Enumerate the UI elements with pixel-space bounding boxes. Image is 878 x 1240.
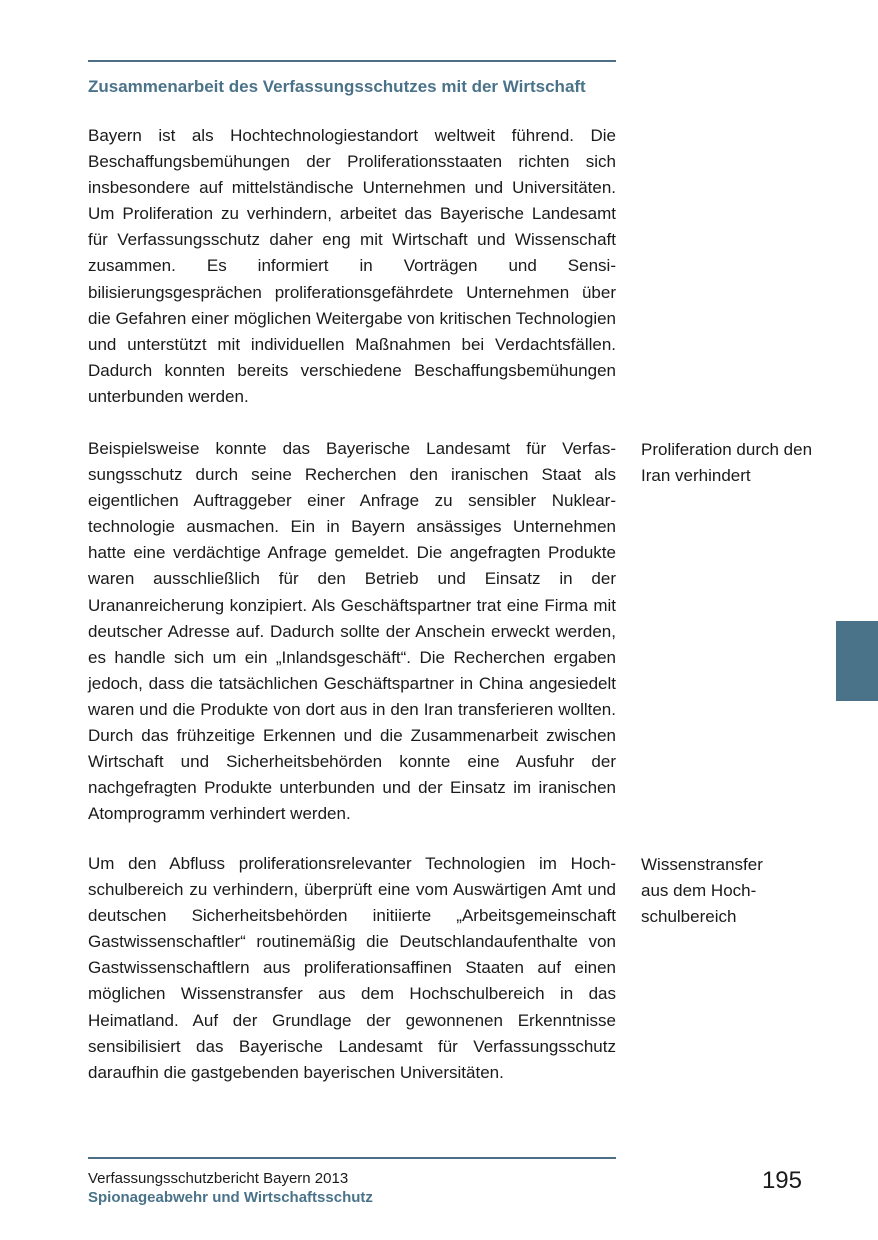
chapter-tab-marker — [836, 621, 878, 701]
header-rule — [88, 60, 616, 62]
paragraph-university: Um den Abfluss proliferationsrelevanter Technologien im Hochschulbereich zu verhindern, überprüft eine vom Auswärtigen Amt und deutschen Sicherheitsbehörden initiierte „Arbeitsgemeinschaft Gastwissenschaftler“ routinemäßig die Deutschlandaufenthalte von Gastwissenschaftlern aus proliferationsaffinen Staaten auf einen möglichen Wissenstransfer aus dem Hochschulbereich in das Heimatland. Auf der Grundlage der gewonnenen Erkenntnisse sensibilisiert das Bayerische Landesamt für Verfassungsschutz daraufhin die gastgebenden bayerischen Universitäten. — [88, 854, 616, 1082]
paragraph-iran-case: Beispielsweise konnte das Bayerische Landesamt für Verfassungsschutz durch seine Recherchen den iranischen Staat als eigentlichen Auftraggeber einer Anfrage zu sensibler Nukleartechnologie ausmachen. Ein in Bayern ansässiges Unternehmen hatte eine verdächtige Anfrage gemeldet. Die angefragten Produkte waren ausschließlich für den Betrieb und Einsatz in der Urananreicherung konzipiert. Als Geschäftspartner trat eine Firma mit deutscher Adresse auf. Dadurch sollte der Anschein erweckt werden, es handle sich um ein „Inlandsgeschäft“. Die Recherchen ergaben jedoch, dass die tatsächlichen Geschäftspartner in China angesiedelt waren und die Produkte von dort aus in den Iran transferieren wollten. Durch das frühzeitige Erkennen und die Zusammenarbeit zwischen Wirtschaft und Sicherheitsbehörden konnte eine Ausfuhr der nachgefragten Produkte unterbunden und der Einsatz im iranischen Atomprogramm verhindert werden. — [88, 439, 616, 824]
page-number: 195 — [761, 1167, 802, 1194]
margin-note-knowledge-transfer: Wissenstransfer aus dem Hochschulbereich — [641, 855, 763, 926]
footer-rule — [88, 1157, 616, 1159]
paragraph-intro: Bayern ist als Hochtechnologiestandort weltweit führend. Die Beschaffungsbemühungen der Proliferationsstaaten richten sich insbesondere auf mittelständische Unternehmen und Universitäten. Um Proliferation zu verhindern, arbeitet das Bayerische Landesamt für Verfassungsschutz daher eng mit Wirtschaft und Wissenschaft zusammen. Es informiert in Vorträgen und Sensibilisierungsgesprächen proliferationsgefährdete Unternehmen über die Gefahren einer möglichen Weitergabe von kritischen Technologien und unterstützt mit individuellen Maßnahmen bei Verdachtsfällen. Dadurch konnten bereits verschiedene Beschaffungsbemühungen unterbunden werden. — [88, 126, 616, 406]
section-heading: Zusammenarbeit des Verfassungsschutzes mit der Wirtschaft — [88, 77, 586, 96]
footer-report-title: Verfassungsschutzbericht Bayern 2013 — [88, 1170, 349, 1187]
margin-note-iran: Proliferation durch den Iran verhindert — [641, 440, 813, 485]
footer-section-title: Spionageabwehr und Wirtschaftsschutz — [88, 1189, 373, 1206]
